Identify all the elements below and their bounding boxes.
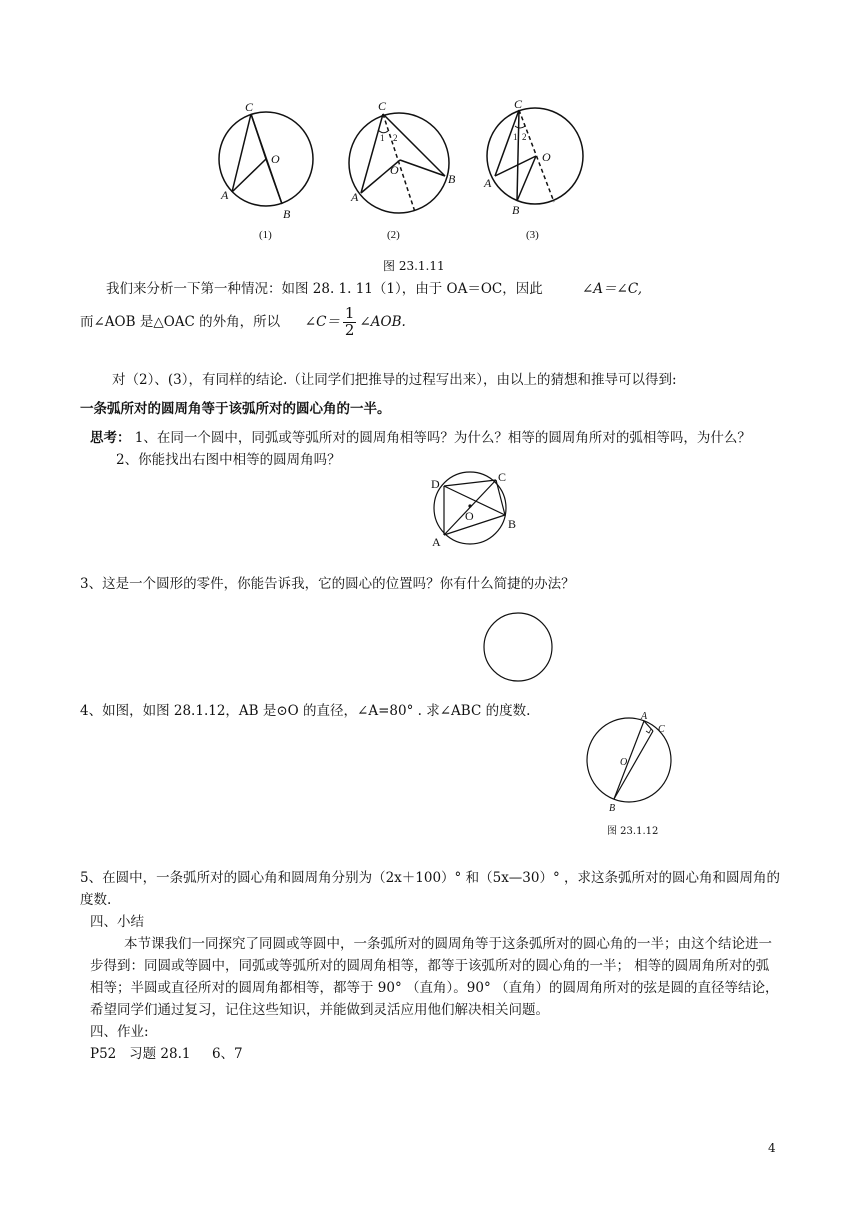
panel-label-3: (3): [526, 229, 539, 241]
p1-label-b: B: [283, 207, 291, 221]
panel-label-1: (1): [259, 229, 272, 241]
exterior-angle-text: 而∠AOB 是△OAC 的外角，所以: [80, 313, 281, 330]
angle-c-equals: ∠C＝: [304, 313, 340, 330]
p3-label-b: B: [512, 203, 520, 217]
homework-line: P52 习题 28.1 6、7: [90, 1046, 243, 1062]
analysis-paragraph: 我们来分析一下第一种情况：如图 28. 1. 11（1），由于 OA＝OC，因此: [106, 281, 543, 297]
homework-heading: 四、作业:: [90, 1024, 149, 1040]
summary-line-3: 相等；半圆或直径所对的圆周角都相等，都等于 90° （直角）。90° （直角）的圆周角所对的弦是圆的直径等结论，: [90, 980, 779, 996]
quad-label-c: C: [498, 470, 507, 484]
panel-label-2: (2): [387, 229, 400, 241]
angle-equality: ∠A＝∠C,: [582, 281, 643, 297]
summary-line-2: 步得到：同圆或等圆中，同弧或等弧所对的圆周角相等，都等于该弧所对的圆心角的一半； 相等的圆周角所对的弧: [90, 958, 770, 974]
conclusion-paragraph: 对（2）、(3），有同样的结论.（让同学们把推导的过程写出来），由以上的猜想和推导可以得到:: [112, 372, 677, 388]
figure-caption-23-1-12: 图 23.1.12: [607, 826, 659, 837]
one-half-fraction: $\frac{1}{2}$: [344, 304, 355, 339]
quad-label-b: B: [508, 517, 517, 531]
p2-label-b: B: [448, 172, 456, 186]
summary-line-4: 希望同学们通过复习，记住这些知识，并能做到灵活应用他们解决相关问题。: [90, 1002, 549, 1018]
question-5-line-2: 度数.: [80, 892, 112, 908]
page-number: 4: [768, 1141, 776, 1155]
figure-caption-23-1-11: 图 23.1.11: [383, 259, 445, 273]
think-question-2: 2、你能找出右图中相等的圆周角吗？: [116, 452, 341, 468]
p3-label-c: C: [514, 97, 523, 111]
think-label: 思考：: [90, 430, 131, 446]
theorem-statement: 一条弧所对的圆周角等于该弧所对的圆心角的一半。: [80, 401, 391, 417]
p2-angle-1: 1: [380, 133, 385, 143]
quad-label-a: A: [432, 535, 441, 549]
think-question-1: 思考： 1、在同一个圆中，同弧或等弧所对的圆周角相等吗？为什么？相等的圆周角所对的弧相等吗，为什么？: [90, 430, 751, 446]
p2-label-c: C: [378, 99, 387, 113]
question-3: 3、这是一个圆形的零件，你能告诉我，它的圆心的位置吗？你有什么简捷的办法？: [80, 576, 575, 592]
p3-label-o: O: [542, 150, 551, 164]
question-5-line-1: 5、在圆中，一条弧所对的圆心角和圆周角分别为（2x＋100）° 和（5x—30）° ，求这条弧所对的圆心角和圆周角的: [80, 870, 781, 886]
fig12-label-b: B: [609, 803, 616, 814]
p3-label-a: A: [484, 176, 492, 190]
p3-angle-1: 1: [513, 132, 518, 142]
p1-label-o: O: [271, 152, 280, 166]
fig12-label-o: O: [620, 757, 628, 768]
quad-label-o: O: [465, 509, 474, 523]
quad-label-d: D: [431, 477, 440, 491]
p1-label-a: A: [221, 188, 229, 202]
p2-angle-2: 2: [393, 133, 398, 143]
p2-label-a: A: [351, 190, 359, 204]
summary-heading: 四、小结: [90, 914, 144, 930]
fig12-label-a: A: [641, 711, 648, 722]
angle-aob: ∠AOB.: [359, 313, 406, 330]
summary-line-1: 本节课我们一同探究了同圆或等圆中，一条弧所对的圆周角等于这条弧所对的圆心角的一半；由这个结论进一: [124, 936, 772, 952]
fig12-label-c: C: [658, 724, 665, 735]
p2-label-o: O: [390, 163, 399, 177]
question-4: 4、如图，如图 28.1.12，AB 是⊙O 的直径，∠A=80° . 求∠ABC 的度数.: [80, 703, 531, 719]
p1-label-c: C: [245, 100, 254, 114]
p3-angle-2: 2: [522, 132, 527, 142]
